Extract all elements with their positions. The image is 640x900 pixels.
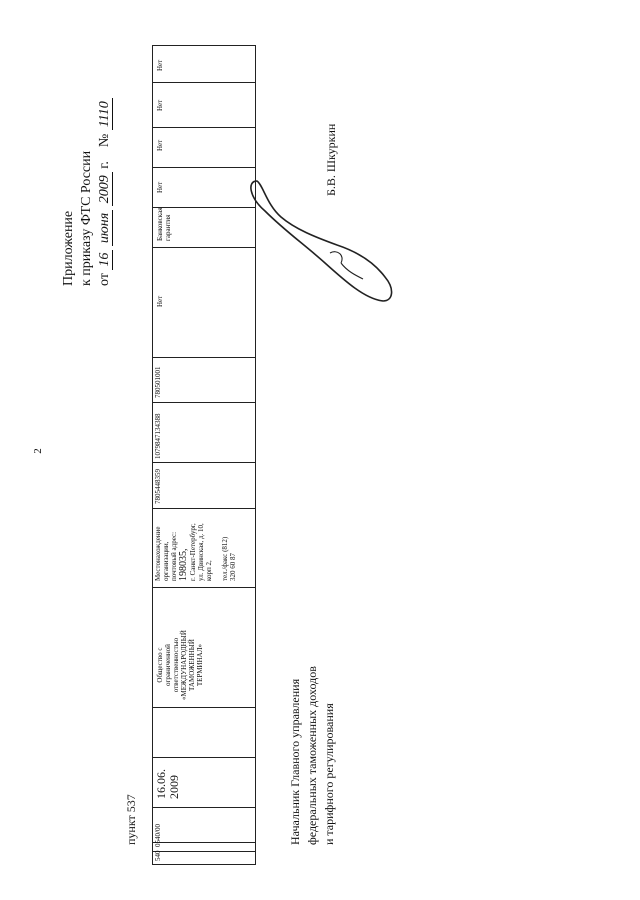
handwritten-signature xyxy=(245,175,395,305)
cell-no-5: Нет xyxy=(156,59,164,71)
order-day: 16 xyxy=(97,250,113,270)
page-number: 2 xyxy=(32,448,44,454)
order-month: июня xyxy=(97,210,113,246)
appendix-line-1: Приложение xyxy=(61,210,76,286)
cell-date: 16.06. 2009 xyxy=(154,769,181,799)
cell-address: Местонахождение организации, почтовый адрес: 198035, г. Санкт-Петербург, ул. Двинская, д. 10, корп 2, тел./факс (812) 320 60 87 xyxy=(154,523,237,581)
order-year: 2009 xyxy=(97,172,113,206)
cell-row-num: 540 xyxy=(154,850,162,861)
cell-inn: 7805448359 xyxy=(154,469,162,504)
cell-no-1: Нет xyxy=(156,295,164,307)
order-date-prefix: от xyxy=(97,273,112,286)
cell-no-3: Нет xyxy=(156,139,164,151)
punkt-label: пункт 537 xyxy=(124,794,138,845)
appendix-line-2: к приказу ФТС России xyxy=(79,150,94,286)
cell-code: 0540/00 xyxy=(154,824,162,847)
cell-kpp: 780501001 xyxy=(154,366,162,398)
order-number: 1110 xyxy=(97,98,113,130)
order-number-label: № xyxy=(97,133,112,148)
cell-guarantee: Банковская гарантия xyxy=(156,207,172,241)
cell-no-4: Нет xyxy=(156,99,164,111)
cell-org-name: Общество с ограниченной ответственностью «МЕЖДУНАРОДНЫЙ ТАМОЖЕННЫЙ ТЕРМИНАЛ» xyxy=(156,630,204,700)
order-year-suffix: г. xyxy=(97,161,112,169)
cell-ogrn: 1079847134388 xyxy=(154,413,162,459)
registry-table xyxy=(152,45,256,865)
cell-no-2: Нет xyxy=(156,181,164,193)
